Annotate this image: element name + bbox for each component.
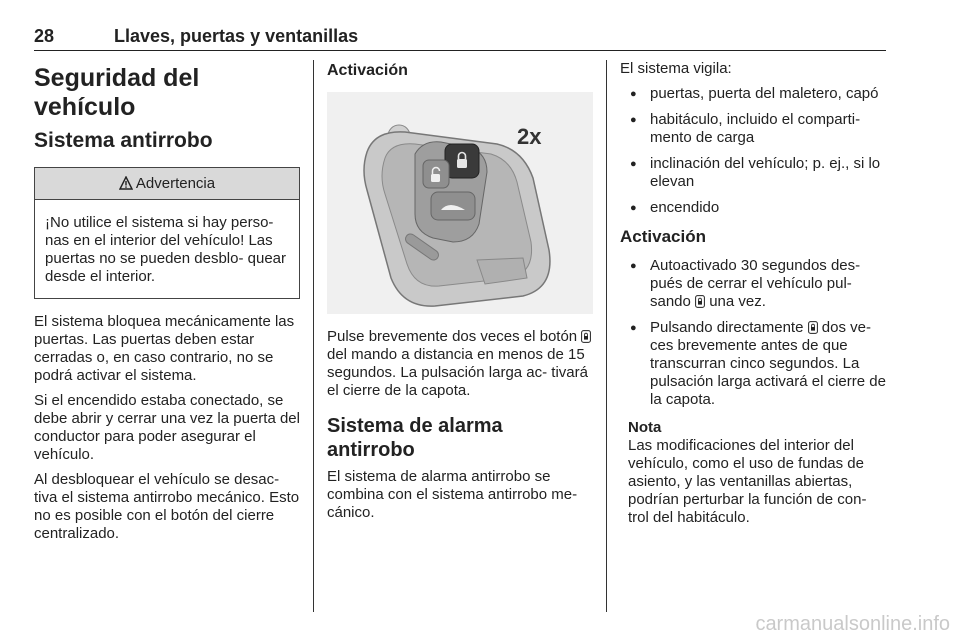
- section-title: Seguridad del vehículo: [34, 64, 200, 121]
- note-text: Las modificaciones del interior del vehículo, como el uso de fundas de asiento, y las ventanillas abiertas, podrían perturbar la función de con- trol del habitáculo.: [628, 437, 867, 526]
- activation-list: [620, 257, 886, 409]
- paragraph: El sistema vigila:: [620, 60, 732, 77]
- key-fob-figure: [327, 92, 593, 314]
- warning-label: Advertencia: [135, 174, 216, 192]
- note-box: [620, 419, 886, 527]
- list-item: ● encendido: [620, 199, 886, 217]
- list-item: ● inclinación del vehículo; p. ej., si lo elevan: [620, 155, 886, 191]
- press-count-label: 2x: [517, 124, 542, 149]
- page-header: [34, 24, 886, 51]
- chapter-title: Llaves, puertas y ventanillas: [114, 26, 359, 46]
- activation-heading: Activación: [620, 227, 706, 246]
- lock-icon: [695, 295, 705, 308]
- paragraph: Pulse brevemente dos veces el botón del mando a distancia en menos de 15 segundos. La pulsación larga ac- tivará el cierre de la capota.: [327, 328, 593, 400]
- subsection-title: Sistema antirrobo: [34, 128, 213, 152]
- warning-header: [35, 168, 299, 200]
- page-number: 28: [34, 26, 55, 46]
- list-item: ● Pulsando directamente dos ve- ces brevemente antes de que transcurran cinco segundos. La pulsación larga activará el cierre de la capota.: [620, 319, 886, 409]
- watermark: carmanualsonline.info: [755, 613, 950, 635]
- column-divider: [313, 60, 314, 612]
- list-item: ● habitáculo, incluido el comparti- mento de carga: [620, 111, 886, 147]
- column-divider: [606, 60, 607, 612]
- list-item: ● puertas, puerta del maletero, capó: [620, 85, 886, 103]
- paragraph: El sistema bloquea mecánicamente las puertas. Las puertas deben estar cerradas o, en caso contrario, no se podrá activar el sistema.: [34, 312, 295, 384]
- lock-icon: [581, 330, 591, 343]
- note-label: Nota: [628, 419, 662, 436]
- monitored-list: [620, 85, 886, 217]
- warning-body: [35, 200, 299, 298]
- warning-icon: [119, 176, 133, 190]
- column-1: [34, 60, 300, 550]
- column-3: [620, 60, 886, 534]
- lock-icon: [808, 321, 818, 334]
- activation-heading: Activación: [327, 62, 408, 79]
- paragraph: Si el encendido estaba conectado, se debe abrir y cerrar una vez la puerta del conductor para poder asegurar el vehículo.: [34, 391, 300, 463]
- list-item: ● Autoactivado 30 segundos des- pués de cerrar el vehículo pul- sando una vez.: [620, 257, 886, 311]
- warning-text: ¡No utilice el sistema si hay perso- nas en el interior del vehículo! Las puertas no se pueden desblo- quear desde el interior.: [45, 213, 287, 285]
- alarm-system-heading: Sistema de alarma antirrobo: [327, 415, 503, 461]
- column-2: [327, 60, 593, 529]
- warning-box: [34, 167, 300, 299]
- paragraph: El sistema de alarma antirrobo se combina con el sistema antirrobo me- cánico.: [327, 468, 578, 521]
- paragraph: Al desbloquear el vehículo se desac- tiva el sistema antirrobo mecánico. Esto no es posible con el botón del cierre centralizado.: [34, 470, 300, 542]
